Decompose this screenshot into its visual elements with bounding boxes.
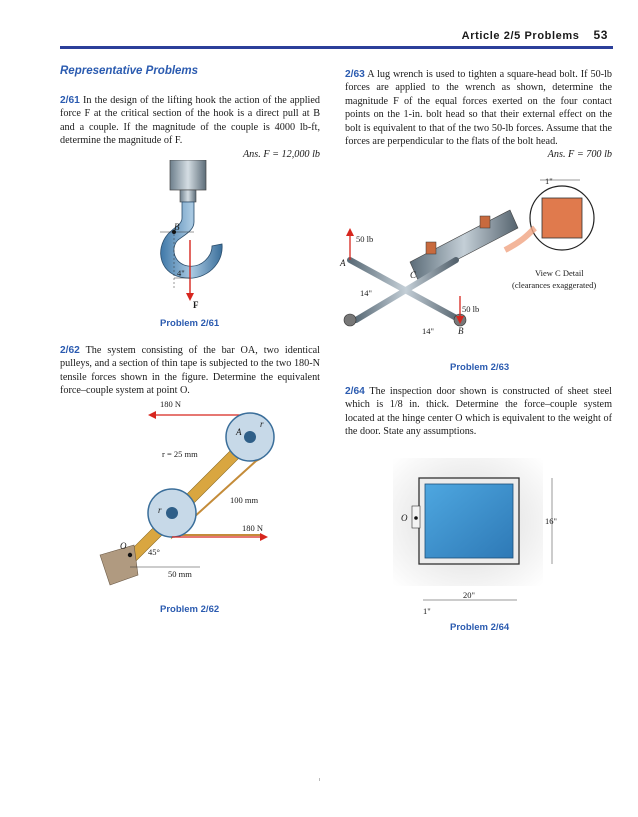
caption-2-62: Problem 2/62 xyxy=(160,604,220,615)
label-clearances: (clearances exaggerated) xyxy=(512,280,597,290)
label-16in: 16" xyxy=(545,516,557,526)
header-rule xyxy=(60,46,613,49)
label-c: C xyxy=(410,270,417,280)
label-180n-top: 180 N xyxy=(160,399,182,409)
problem-number: 2/64 xyxy=(345,386,365,397)
pulley-bar-figure xyxy=(90,395,290,600)
footer-mark xyxy=(319,778,320,781)
problem-text: A lug wrench is used to tighten a square-head bolt. If 50-lb forces are applied to the wrench as shown, determine the magnitude F of the equal forces exerted on the four contact points on the 1-in. bolt head so that their external effect on the bolt is equivalent to that of the two 50-lb forces. Assume that the forces are perpendicular to the flats of the bolt head. xyxy=(345,69,613,148)
problem-text: The system consisting of the bar OA, two identical pulleys, and a section of thin tape is subjected to the two 180-N tensile forces shown in the figure. Determine the equivalent force–couple system at point O. xyxy=(60,345,320,397)
label-o: O xyxy=(120,541,127,551)
problem-2-63 xyxy=(345,68,612,162)
caption-2-63: Problem 2/63 xyxy=(450,362,510,373)
label-180n-right: 180 N xyxy=(242,523,264,533)
problem-2-62 xyxy=(60,344,320,398)
inspection-door-figure xyxy=(385,458,575,618)
problem-text: In the design of the lifting hook the action of the applied force F at the critical section of the hook is a direct pull at B and a couple. If the magnitude of the couple is 4000 lb-ft, determine the magnitude of F. xyxy=(60,95,321,147)
caption-2-61: Problem 2/61 xyxy=(160,318,220,329)
label-r-top: r xyxy=(260,419,264,429)
page-number: 53 xyxy=(593,28,608,42)
lifting-hook-figure xyxy=(130,160,250,310)
label-14in-left: 14" xyxy=(360,288,372,298)
problem-number: 2/61 xyxy=(60,95,80,106)
problem-answer: Ans. F = 700 lb xyxy=(547,149,612,161)
label-angle: 45° xyxy=(148,547,160,557)
label-1in: 1" xyxy=(545,176,553,186)
label-50lb-b: 50 lb xyxy=(462,304,480,314)
label-a: A xyxy=(236,427,242,437)
label-f: F xyxy=(193,300,199,310)
label-b: B xyxy=(458,326,464,336)
problem-number: 2/63 xyxy=(345,69,365,80)
problem-text: The inspection door shown is constructed of sheet steel which is 1/8 in. thick. Determine the force–couple system located at the hinge center O which is equivalent to the weight of the door. State any assumptions. xyxy=(345,386,612,438)
label-r-bottom: r xyxy=(158,505,162,515)
problem-2-64 xyxy=(345,385,612,439)
label-dim-4: 4" xyxy=(177,268,185,278)
label-100mm: 100 mm xyxy=(230,495,259,505)
problem-number: 2/62 xyxy=(60,345,80,356)
label-20in: 20" xyxy=(463,590,475,600)
running-head xyxy=(462,28,608,42)
bolt-head-square xyxy=(542,198,582,238)
label-view-c: View C Detail xyxy=(535,268,584,278)
lug-wrench-figure xyxy=(330,170,620,345)
label-14in-bottom: 14" xyxy=(422,326,434,336)
label-o: O xyxy=(401,513,408,523)
label-radius: r = 25 mm xyxy=(162,449,198,459)
hook-body xyxy=(161,202,223,278)
problem-2-61 xyxy=(60,94,320,161)
section-title: Representative Problems xyxy=(60,65,199,77)
hinge-support xyxy=(100,545,138,585)
problem-answer: Ans. F = 12,000 lb xyxy=(242,148,320,160)
door-panel xyxy=(425,484,513,558)
label-50mm: 50 mm xyxy=(168,569,192,579)
label-50lb-a: 50 lb xyxy=(356,234,374,244)
page-header xyxy=(0,0,638,52)
label-1in: 1" xyxy=(423,606,431,616)
label-b: B xyxy=(174,222,180,232)
caption-2-64: Problem 2/64 xyxy=(450,622,510,633)
hook-block xyxy=(170,160,206,190)
article-title: Article 2/5 Problems xyxy=(461,30,580,42)
label-a: A xyxy=(340,258,346,268)
